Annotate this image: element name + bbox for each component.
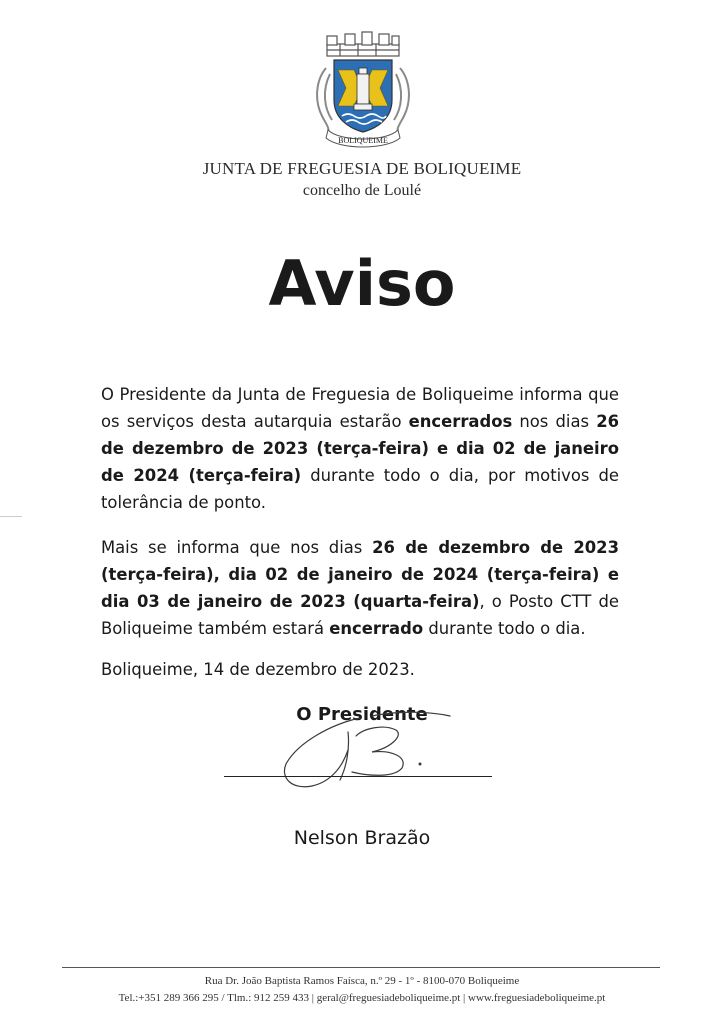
footer-contacts: Tel.:+351 289 366 295 / Tlm.: 912 259 433 | geral@freguesiadeboliqueime.pt | www.freguesiadeboliqueime.pt — [118, 992, 606, 1004]
handwritten-signature — [272, 702, 462, 792]
paragraph-2-text-1: Mais se informa que nos dias — [101, 538, 373, 557]
paragraph-1-text-2: nos dias — [512, 412, 597, 431]
notice-paragraph-2 — [101, 534, 619, 642]
president-title: O Presidente — [296, 704, 428, 725]
mural-crown — [327, 32, 399, 56]
paragraph-2-text-3: durante todo o dia. — [423, 619, 586, 638]
shield-tower — [354, 68, 372, 110]
scan-edge-mark — [0, 516, 22, 517]
paragraph-1-bold-1: encerrados — [408, 412, 513, 431]
footer-divider — [62, 967, 660, 968]
paragraph-1-text-3: durante todo o dia, por motivos de tolerância de ponto. — [101, 466, 619, 512]
organization-name: JUNTA DE FREGUESIA DE BOLIQUEIME — [202, 159, 522, 178]
paragraph-1-text-1: O Presidente da Junta de Freguesia de Boliqueime informa que os serviços desta autarquia estarão — [101, 385, 619, 431]
notice-title: Aviso — [268, 247, 456, 320]
paragraph-2-bold-2: encerrado — [329, 619, 424, 638]
paragraph-1-bold-2: 26 de dezembro de 2023 (terça-feira) e dia 02 de janeiro de 2024 (terça-feira) — [101, 412, 619, 485]
signature-line — [224, 776, 492, 777]
paragraph-2-bold-1: 26 de dezembro de 2023 (terça-feira), dia 02 de janeiro de 2024 (terça-feira) e dia 03 de janeiro de 2023 (quarta-feira) — [101, 538, 619, 611]
crest-motto: BOLIQUEIME — [338, 136, 388, 145]
place-and-date: Boliqueime, 14 de dezembro de 2023. — [101, 660, 415, 679]
coat-of-arms-logo — [310, 30, 416, 150]
organization-subtitle: concelho de Loulé — [302, 182, 422, 199]
footer-address: Rua Dr. João Baptista Ramos Faísca, n.º 29 - 1º - 8100-070 Boliqueime — [204, 975, 520, 987]
president-name: Nelson Brazão — [293, 827, 431, 849]
paragraph-2-text-2: , o Posto CTT de Boliqueime também estará — [101, 592, 619, 638]
notice-paragraph-1 — [101, 381, 619, 516]
